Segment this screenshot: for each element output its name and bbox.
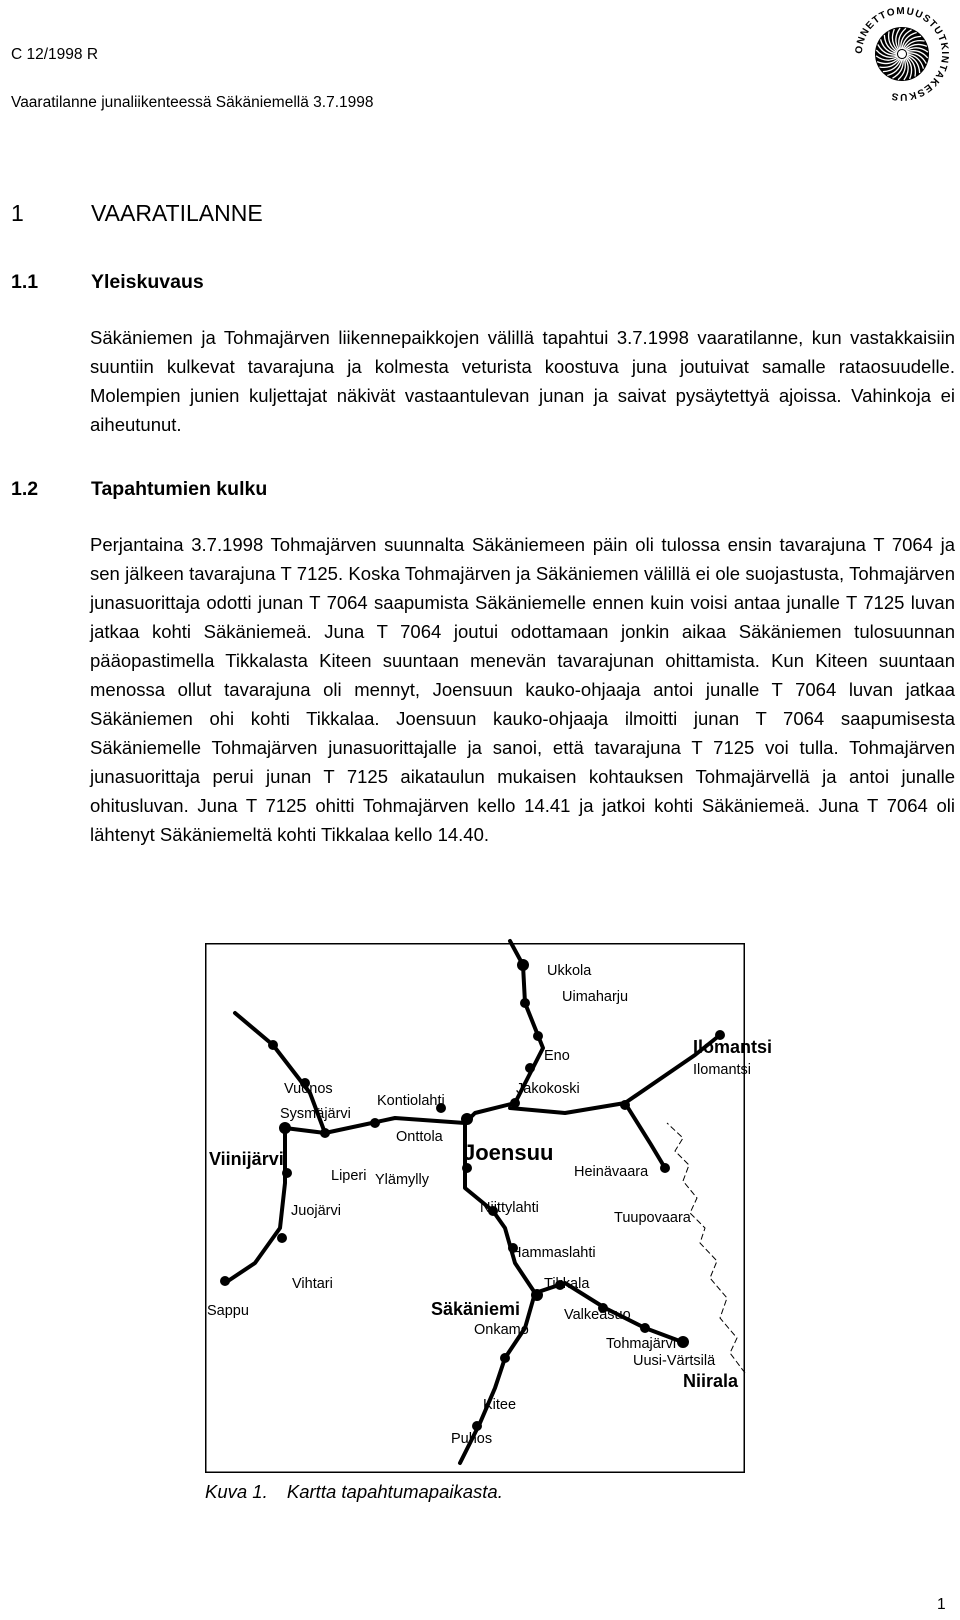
section-number: 1.2 — [11, 478, 39, 500]
map-label-onkamo: Onkamo — [474, 1322, 529, 1338]
section-1-1-heading — [11, 271, 204, 294]
section-1-heading — [11, 200, 263, 227]
station-dot-eno — [533, 1031, 543, 1041]
station-dot-ukkola — [517, 959, 529, 971]
map-label-ilomantsi-bold: Ilomantsi — [693, 1037, 773, 1057]
station-dot-ylamylly — [370, 1118, 380, 1128]
station-dot-jakokoski — [525, 1063, 535, 1073]
map-label-juojarvi: Juojärvi — [291, 1203, 341, 1219]
station-dot-kitee — [500, 1353, 510, 1363]
map-label-joensuu: Joensuu — [463, 1140, 554, 1165]
station-dot-vihtari — [277, 1233, 287, 1243]
station-dot-puhos — [472, 1421, 482, 1431]
logo-text: ONNETTOMUUSTUTKINTAKESKUS — [853, 5, 951, 103]
station-dot-juojarvi — [282, 1168, 292, 1178]
map-label-vihtari: Vihtari — [292, 1276, 333, 1292]
map-label-liperi: Liperi — [331, 1168, 367, 1184]
map-label-sysmajarvi: Sysmäjärvi — [280, 1106, 351, 1122]
section-1-2-heading — [11, 478, 267, 501]
map-label-tuupovaara: Tuupovaara — [614, 1210, 691, 1226]
map-label-onttola: Onttola — [396, 1129, 443, 1145]
map-label-tohmajarvi: Tohmajärvi — [606, 1336, 677, 1352]
station-dot-vuonos — [268, 1040, 278, 1050]
map-label-viinijarvi: Viinijärvi — [209, 1149, 284, 1169]
map-label-niittylahti: Niittylahti — [480, 1200, 539, 1216]
station-dot-tuupovaara — [660, 1163, 670, 1173]
figure-caption — [205, 1481, 503, 1503]
station-dot-uusi-vartsila — [640, 1323, 650, 1333]
map-label-heinavaara: Heinävaara — [574, 1164, 649, 1180]
station-dot-kontiolahti — [510, 1098, 520, 1108]
map-label-tikkala: Tikkala — [544, 1276, 590, 1292]
figure-caption-text: Kartta tapahtumapaikasta. — [286, 1481, 503, 1502]
map-label-sakaniemi: Säkäniemi — [431, 1299, 521, 1319]
map-label-niirala: Niirala — [683, 1371, 739, 1391]
map-label-uusi-vartsila: Uusi-Värtsilä — [633, 1353, 716, 1369]
document-id: C 12/1998 R — [11, 46, 99, 63]
station-dot-sakaniemi — [531, 1289, 543, 1301]
station-dot-heinavaara — [620, 1100, 630, 1110]
station-dot-sappu — [220, 1276, 230, 1286]
section-number: 1.1 — [11, 271, 39, 293]
document-subtitle: Vaaratilanne junaliikenteessä Säkäniemellä 3.7.1998 — [11, 94, 374, 111]
section-title: Yleiskuvaus — [91, 271, 204, 293]
station-dot-viinijarvi — [279, 1122, 291, 1134]
map-label-uimaharju: Uimaharju — [562, 989, 629, 1005]
railway-map — [205, 943, 773, 1473]
map-label-hammaslahti: Hammaslahti — [511, 1245, 596, 1261]
section-title: Tapahtumien kulku — [91, 478, 268, 500]
map-label-ukkola: Ukkola — [547, 963, 592, 979]
figure-caption-label: Kuva 1. — [205, 1481, 268, 1502]
station-dot-niirala — [677, 1336, 689, 1348]
section-1-2-text: Perjantaina 3.7.1998 Tohmajärven suunnalta Säkäniemeen päin oli tulossa ensin tavarajuna T 7064 ja sen jälkeen tavarajuna T 7125. Koska Tohmajärven ja Säkäniemen välillä ei ole suojastusta, Tohmajärven junasuorittaja odotti junan T 7064 saapumista Säkäniemelle ennen kuin voisi antaa junalle T 7125 luvan jatkaa kohti Säkäniemeä. Juna T 7064 joutui odottamaan jonkin aikaa Säkäniemen tulosuunnan pääopastimella Tikkalasta Kiteen suuntaan menevän tavarajunan ohittamista. Kun Kiteen suuntaan menossa ollut tavarajuna oli mennyt, Joensuun kauko-ohjaaja antoi junalle T 7064 luvan jatkaa Säkäniemen ohi kohti Tikkalaa. Joensuun kauko-ohjaaja ilmoitti junan T 7064 saapumisesta Säkäniemelle Tohmajärven junasuorittajalle ja sanoi, että tavarajuna T 7125 voi tulla. Tohmajärven junasuorittaja perui junan T 7125 aikataulun mukaisen kohtauksen Tohmajärvellä ja antoi junalle ohitusluvan. Juna T 7125 ohitti Tohmajärven kello 14.41 ja jatkoi kohti Säkäniemeä. Juna T 7064 oli lähtenyt Säkäniemeltä kohti Tikkalaa kello 14.40. — [90, 534, 955, 845]
section-1-1-text: Säkäniemen ja Tohmajärven liikennepaikkojen välillä tapahtui 3.7.1998 vaaratilanne, kun vastakkaisiin suuntiin kulkevat tavarajuna ja kolmesta veturista koostuva juna joutuivat samalle rataosuudelle. Molempien junien kuljettajat näkivät vastaantulevan junan ja saivat pysäytettyä ajoissa. Vahinkoja ei aiheutunut. — [90, 327, 955, 435]
station-dot-uimaharju — [520, 998, 530, 1008]
map-label-kitee: Kitee — [483, 1397, 517, 1413]
map-label-vuonos: Vuonos — [284, 1081, 333, 1097]
map-label-sappu: Sappu — [207, 1303, 249, 1319]
section-title: VAARATILANNE — [91, 200, 263, 226]
map-label-ilomantsi: Ilomantsi — [693, 1062, 752, 1078]
map-label-valkeasuo: Valkeasuo — [564, 1307, 631, 1323]
map-label-puhos: Puhos — [451, 1431, 493, 1447]
map-label-ylamylly: Ylämylly — [375, 1172, 429, 1188]
map-label-kontiolahti: Kontiolahti — [377, 1093, 445, 1109]
station-dot-joensuu — [461, 1113, 473, 1125]
map-label-jakokoski: Jakokoski — [516, 1081, 580, 1097]
map-label-eno: Eno — [544, 1048, 570, 1064]
sunburst-seal-icon — [850, 2, 954, 106]
page-number: 1 — [937, 1596, 946, 1613]
section-number: 1 — [11, 200, 24, 226]
map-frame — [206, 944, 745, 1473]
station-dot-liperi — [320, 1128, 330, 1138]
